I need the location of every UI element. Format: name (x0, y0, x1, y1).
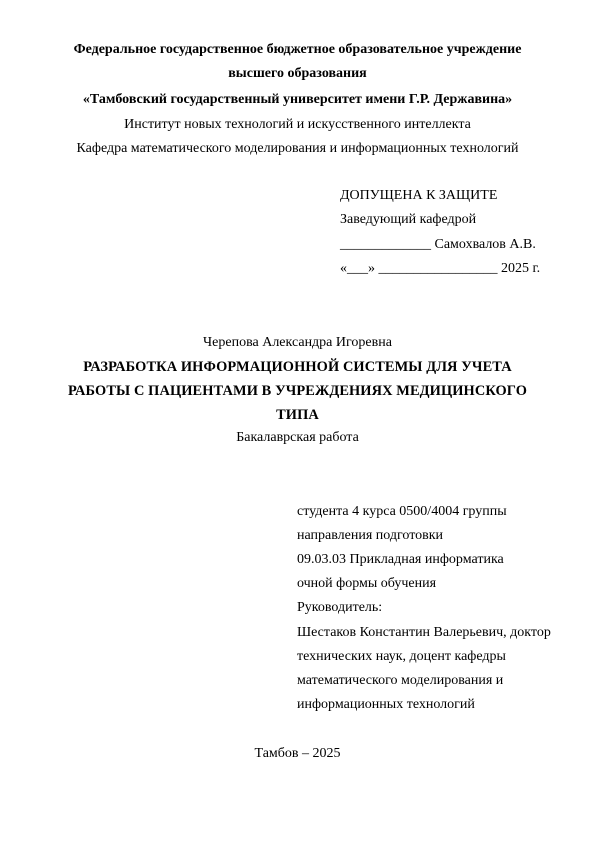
supervisor-info-line: математического моделирования и (297, 673, 504, 688)
student-info-line: студента 4 курса 0500/4004 группы (297, 504, 507, 519)
approval-date-line: «___» _________________ 2025 г. (340, 261, 541, 276)
education-level-line: высшего образования (228, 66, 367, 81)
student-info-line: направления подготовки (297, 528, 444, 543)
approval-signature-line: _____________ Самохвалов А.В. (340, 237, 536, 252)
department-name: Кафедра математического моделирования и информационных технологий (76, 141, 519, 156)
author-name: Черепова Александра Игоревна (203, 335, 392, 350)
supervisor-info-line: Шестаков Константин Валерьевич, доктор (297, 625, 551, 640)
supervisor-info-line: информационных технологий (297, 697, 475, 712)
supervisor-label: Руководитель: (297, 600, 383, 615)
approval-title: ДОПУЩЕНА К ЗАЩИТЕ (340, 188, 498, 203)
city-year: Тамбов – 2025 (254, 746, 341, 761)
supervisor-info-line: технических наук, доцент кафедры (297, 649, 506, 664)
university-name: «Тамбовский государственный университет имени Г.Р. Державина» (82, 92, 513, 107)
work-title-line-2: РАБОТЫ С ПАЦИЕНТАМИ В УЧРЕЖДЕНИЯХ МЕДИЦИНСКОГО (68, 383, 527, 399)
institute-name: Институт новых технологий и искусственного интеллекта (124, 117, 471, 132)
student-info-line: очной формы обучения (297, 576, 437, 591)
student-info-line: 09.03.03 Прикладная информатика (297, 552, 504, 567)
approval-role: Заведующий кафедрой (340, 212, 477, 227)
work-title-line-1: РАЗРАБОТКА ИНФОРМАЦИОННОЙ СИСТЕМЫ ДЛЯ УЧЕТА (83, 359, 512, 375)
org-type-line: Федеральное государственное бюджетное образовательное учреждение (73, 42, 522, 57)
work-type: Бакалаврская работа (236, 430, 359, 445)
work-title-line-3: ТИПА (276, 407, 319, 423)
